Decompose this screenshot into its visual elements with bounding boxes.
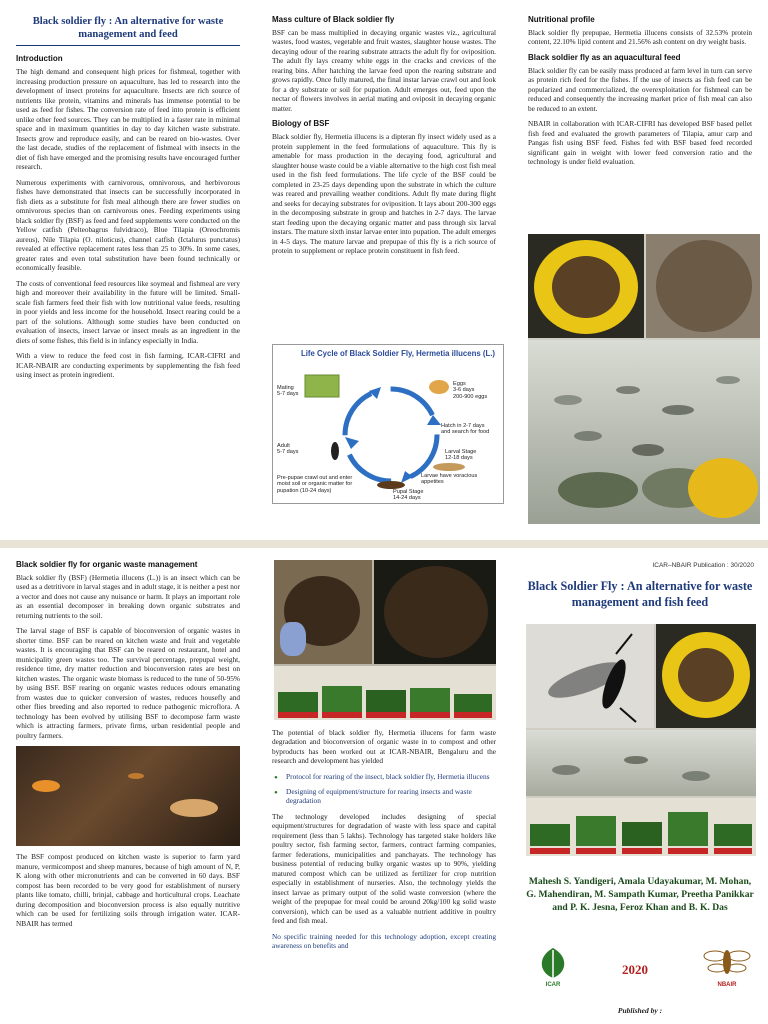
- panel-title: Black soldier fly : An alternative for waste management and feed: [32, 16, 224, 41]
- intro-paragraph-4: With a view to reduce the feed cost in fish farming, ICAR-CIFRI and ICAR-NBAIR are conducting experiments by supplementing the fish feed using insect as protein ingredient.: [16, 351, 240, 379]
- wheat-icon: [528, 944, 578, 980]
- cover-seedling-photo: [526, 798, 756, 856]
- stage-mating: Mating 5-7 days: [277, 385, 299, 398]
- panel-introduction: [0, 0, 257, 540]
- compost-bowl-photo: [374, 560, 496, 664]
- published-by: Published by :: [617, 1006, 663, 1015]
- icar-logo: [528, 944, 578, 988]
- panel-biology: [256, 0, 513, 540]
- seedling-trays-photo: [274, 666, 496, 720]
- mass-culture-heading: Mass culture of Black soldier fly: [272, 15, 395, 24]
- technology-paragraph-1: The potential of black soldier fly, Hermetia illucens for farm waste degradation and bioconversion of organic waste in to compost and other byproducts has been worked out at ICAR-NBAIR, Bengaluru and the research and development has yielded: [272, 728, 496, 766]
- waste-paragraph-1: Black soldier fly (BSF) (Hermetia illucens (L.)) is an insect which can be used as a detritivore in larval stages and in adult stage, it is neither a pest nor a vector and does not cause any nuisance or harm. It plays an important role as an essential decomposer in breaking down organic substrates and returning nutrients to the soil.: [16, 573, 240, 620]
- cover-fish-shapes: [526, 730, 756, 796]
- stage-hatch: Hatch in 2-7 days and search for food: [441, 423, 490, 436]
- waste-paragraph-3: The BSF compost produced on kitchen waste is superior to farm yard manure, vermicompost and sheep manures, because of high amount of N, P, K along with other micronutrients and can be converted in 60 days. BSF compost has been recorded to be very good for establishment of nursery plants like tomato, chilli, brinjal, cabbage and horticultural crops. Leachate during decomposition and bioconversion process is also equally nutritive which can be used for fertilizing soils through irrigation water. ICAR-NBAIR has termed: [16, 852, 240, 928]
- intro-paragraph-3: The costs of conventional feed resources like soymeal and fishmeal are very high and moreover their availability in the future will be limited. Small-scale fish farmers feed their fish with low nutritional value feeds, resulting in poor yields and less income for the household. Insect rearing could be a part of the solutions. Although some studies have been conducted on evaluation of insects, insect larvae or insect meals as an ingredient in the diets of some fishes, this field is in infancy especially in India.: [16, 278, 240, 345]
- bullet-item: • Protocol for rearing of the insect, black soldier fly, Hermetia illucens: [272, 772, 496, 782]
- nbair-logo-text: NBAIR: [717, 982, 737, 988]
- stage-larvae-note: Larvae have voracious appetites: [421, 473, 478, 486]
- technology-paragraph-3: No specific training needed for this technology adoption, except creating awareness on benefits and: [272, 931, 496, 951]
- panel-waste-management: [0, 548, 257, 1024]
- compost-handling-photo: [274, 560, 372, 664]
- insect-icon: [700, 944, 754, 980]
- waste-heading: Black soldier fly for organic waste management: [16, 560, 198, 569]
- aquafeed-paragraph-1: Black soldier fly can be easily mass produced at farm level in turn can serve as protein rich feed for the fishes. If the use of insects as fish feed can be popularized and commercialized, the overexploitation for fishmeal can be reduced and consequently the increasing market price of fish meal can also be reduced to an extent.: [528, 65, 752, 113]
- panel-nutrition: [512, 0, 768, 540]
- cover-photo-collage: [526, 624, 756, 856]
- stage-pupal: Pupal Stage 14-24 days: [393, 489, 424, 502]
- technology-paragraph-2: The technology developed includes designing of special equipment/structures for degradation of waste with less space and capital requirement (less than 5 lakhs). Technology has targeted stake holders like poultry sector, fish farming sector, farmers, contract farming companies, farmer federations, municipalities and panchayats. The technology has business potential of reducing bulky organic wastes up to 90%, yielding matured compost which can be utilized as fertilizer for crop nutrition especially in establishment of nurseries. Also, the technology yields the insect larvae as primary output of the solid waste conversion (where the weight of the prepupae for meal could be around 20kg/100 kg solid waste conversion), which can be used as a valuable nutrient additive in poultry feed and fish meal.: [272, 811, 496, 926]
- stage-prepupae: Pre-pupae crawl out and enter moist soil or organic matter for pupation (10-24 days): [277, 475, 353, 494]
- fish-tank-photo: [528, 340, 760, 524]
- icar-logo-text: ICAR: [545, 982, 561, 988]
- title-rule: [16, 45, 240, 46]
- aquafeed-heading: Black soldier fly as an aquacultural feed: [528, 52, 681, 62]
- nutrition-heading: Nutritional profile: [528, 15, 595, 24]
- cover-title: Black Soldier Fly : An alternative for waste management and fish feed: [527, 579, 753, 609]
- panel-technology: [256, 548, 513, 1024]
- nutrition-paragraph: Black soldier fly prepupae, Hermetia illucens consists of 32.53% protein content, 22.10% lipid content and 21.56% ash content on dry weight basis.: [528, 28, 752, 47]
- nbair-logo: [700, 944, 754, 988]
- biology-heading: Biology of BSF: [272, 119, 330, 129]
- mass-culture-paragraph: BSF can be mass multiplied in decaying organic wastes viz., agricultural wastes, food wastes, vegetable and fruit wastes, slaughter house wastes. The decaying odour of the rearing substrate attracts the adult fly for oviposition. The adult fly lays creamy white eggs in the cracks and crevices of the rearing bins. After hatching the larvae feed upon the rearing substrate and grows rapidly. Once fully matured, the final instar larvae crawl out and look for a dry substrate or soil for pupation. Adult emerges out, feed upon the nectar of flowers involves in aerial mating and oviposit in decaying organic matter.: [272, 28, 496, 113]
- publication-number: ICAR–NBAIR Publication : 30/2020: [652, 562, 754, 569]
- waste-paragraph-2: The larval stage of BSF is capable of bioconversion of organic wastes in shorter time. BSF can be reared on kitchen waste and fruit and vegetable wastes. It is encouraging that BSF can be reared on restaurant, hotel and municipality green wastes too. The survival percentage, prepupal weight, residence time, dry matter reduction and bioconversion rates are best on kitchen wastes. The organic waste biomass is reduced to the tune of 50-95% by using BSF. BSF rearing on organic wastes reduces odours emanating from wastes due to quicker conversion of wastes, reduces housefly and other flies breeding and also reported to reduce pathogenic microflora. A technology has been evolved by utilising BSF to decompose farm waste which is attracting farmers, private firms, urban residential people and poultry farmers.: [16, 626, 240, 740]
- feed-pellets-photo: [646, 234, 760, 338]
- intro-paragraph-1: The high demand and consequent high prices for fishmeal, together with increasing production pressure on aquaculture, has led to research into the development of insect proteins for aquaculture. Insects are rich source of nutrients like protein, vitamins and minerals has immense potential to be used as feed for fishes. The conversion rate of feed into protein is efficient unlike other feed sources. They can be multiplied in a faster rate in minimal space and in maximum quantities in day to day kitchen waste substrate. Insects grow and reproduce easily, and can be reared on bio-wastes. Over the last decade, studies of the replacement of fishmeal with insects in the diet of fish have emerged and the promising results have encouraged further research.: [16, 67, 240, 172]
- biology-paragraph: Black soldier fly, Hermetia illucens is a dipteran fly insect widely used as a protein supplement in the feed formulations of aquaculture. This fly is amenable for mass production in the decaying food, agricultural and slaughter house waste could be a viable alternative to the high cost fish meal used in the fish feed formulations. The life cycle of the BSF could be completed in 23-25 days depending upon the substrate in which the culture was reared and prevailing weather conditions. Adult fly mate during flight and seeks for decaying substrates for oviposition. It lays about 200-300 eggs in the decomposing substrate in group and hatches in 2-7 days. The larvae start feeding upon the decaying organic matter and pass through six larval instars. The mature sixth instar larvae enter into pupation. The adult emerges in 4-5 days. The mature larvae and prepupae of this fly is a rich source of protein to supplement or replace protein constituent in fish feed.: [272, 132, 496, 256]
- cover-fish-photo: [526, 730, 756, 796]
- aquafeed-paragraph-2: NBAIR in collaboration with ICAR-CIFRI has developed BSF based pellet fish feed and evaluated the growth parameters of Tilapia, amur carp and Pangas fish using BSF feed. Fishes fed with BSF based feed recorded significant gain in weight with lower feed conversion ratio and the technology is under field evaluation.: [528, 119, 752, 167]
- technology-bullets: [272, 772, 496, 806]
- authors: Mahesh S. Yandigeri, Amala Udayakumar, M. Mohan, G. Mahendiran, M. Sampath Kumar, Preetha Panikkar and P. K. Jesna, Feroz Khan and B. K. Das: [526, 876, 754, 913]
- intro-heading: Introduction: [16, 54, 63, 64]
- larvae-shapes: [16, 746, 240, 846]
- intro-paragraph-2: Numerous experiments with carnivorous, omnivorous, and herbivorous fishes have demonstrated that insects can be successfully incorporated in fish diets as a substitute for fish meal although there are fewer studies on omnivorous species than on carnivorous ones. Feeding experiments using black soldier fly (BSF) as feed and feed supplements were conducted on the Yellow catfish (Pelteobagrus fulvidraco), Blue Tilapia (Oreochromis aureus), Nile Tilapia (O. niloticus), channel catfish (Ictalurus punctatus) revealed at effective replacement rates less than 25 to 30%. In some cases, greater rates and even total substitution have been found technically or economically feasible.: [16, 177, 240, 273]
- cover-larvae-bowl-photo: [656, 624, 756, 728]
- life-cycle-diagram: [272, 344, 504, 504]
- stage-larval: Larval Stage 12-18 days: [445, 449, 477, 462]
- page-divider: [0, 540, 768, 548]
- photo-collage: [528, 234, 760, 524]
- larvae-bowl-photo: [528, 234, 644, 338]
- adult-fly-photo: [526, 624, 654, 728]
- life-cycle-title: Life Cycle of Black Soldier Fly, Hermetia illucens (L.): [301, 349, 495, 358]
- compost-photos: [274, 560, 496, 720]
- stage-eggs: Eggs 3-6 days 200-900 eggs: [453, 381, 488, 400]
- larvae-in-substrate-photo: [16, 746, 240, 846]
- publication-year: 2020: [622, 962, 648, 977]
- stage-adult: Adult 5-7 days: [277, 443, 299, 456]
- bullet-item: • Designing of equipment/structure for rearing insects and waste degradation: [272, 787, 496, 806]
- fly-icon: [526, 624, 654, 728]
- panel-cover: [512, 548, 768, 1024]
